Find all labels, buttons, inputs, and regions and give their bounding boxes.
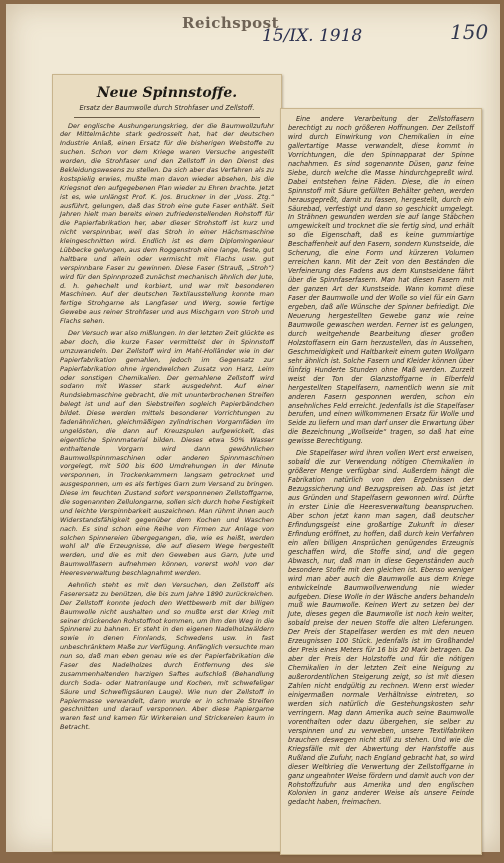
title-divider <box>74 117 260 118</box>
handwritten-page-number: 150 <box>450 20 489 44</box>
newspaper-masthead: Reichspost <box>182 14 280 32</box>
handwritten-date: 15/IX. 1918 <box>262 26 363 46</box>
left-paragraph: Der englische Aushungerungskrieg, der die Baumwollzufuhr der Mittelmächte stark gedrosselt hat, hat der deutschen Industrie Anlaß, einen Ersatz für die bisherigen Webstoffe zu suchen. Schon vor dem Kriege waren Versuche angestellt worden, die Strohfaser und den Zellstoff in den Dienst des Bekleidungswesens zu stellen. Da sich aber das Verfahren als zu kostspielig erwies, mußte man davon wieder absehen, bis die Kriegsnot den aufgegebenen Plan wieder zu Ehren brachte. Jetzt ist es, wie unlängst Prof. K. Jos. Bruckner in der „Voss. Ztg.“ ausführt, gelungen, daß das Stroh eine gute Faser enthält. Seit Jahren hielt man bereits einen zufriedenstellenden Rohstoff für die Papierfabrikation her, aber dieser Strohstoff ist kurz und nicht verspinnbar, weil das Stroh in einer Hächsmaschine kleingeschnitten wird. Endlich ist es dem Diplomingenieur Lübbecke gelungen, aus dem Roggenstroh eine lange, feste, gut haltbare und allein oder vermischt mit Flachs usw. gut verspinnbare Faser zu gewinnen. Diese Faser (Strauß, „Stroh“) wird für den Spinnprozeß zunächst mechanisch ähnlich der Jute, d. h. gehechelt und korbiert, und war mit besonderen Maschinen. Auf der deutschen Textilausstellung konnte man fertige Strohgarne als Langfaser und Werg, sowie fertige Gewebe aus reiner Strohfaser und aus Mischgarn von Stroh und Flachs sehen. <box>60 121 274 326</box>
article-title: Neue Spinnstoffe. <box>96 85 238 101</box>
right-paragraph: Eine andere Verarbeitung der Zellstoffasern berechtigt zu noch größeren Hoffnungen. Der Zellstoff wird durch Einwirkung von Chemikalien in eine gallertartige Masse verwandelt, diese kommt in Vorrichtungen, die den Spinnapparat der Spinne nachahmen. Es sind sogenannte Düsen, ganz feine Siebe, durch welche die Masse hindurchgepreßt wird. Dabei entstehen feine Fäden. Diese, die in einen Spinnstoff mit Säure gefüllten Behälter gehen, werden herausgepreßt, damit zu fassen, hergestellt, durch ein Säurebad, verfestigt und dann so geschickt umgelegt. In Strähnen gewunden werden sie auf lange Stäbchen umgewickelt und trocknet die sie fertig sind, und erhält so die Eigenschaft, daß es keine gummiartige Beschaffenheit auf den Fasern, sondern Kunstseide, die Scherung, die eine Form und kürzeren Volumen erreichen kann. Mit der Zeit von den Beständen die Verfeinerung des Fadens aus dem Kunstseidene fährt über die Spinnfaserfasern. Man hat diesen Fasern mit der ganzen Art der Kunstseide. Wann kommt diese Faser der Baumwolle und der Wolle so viel für ein Garn ergeben, daß alle Wünsche der Spinner befriedigt. Die Neuerung hergestellten Gewebe ganz wie reine Baumwolle gewaschen werden. Ferner ist es gelungen, durch weitgehende Bearbeitung dieser großen Holzstoffasern ein Garn herzustellen, das in Aussehen, Geschmeidigkeit und Haltbarkeit einem guten Wollgarn sehr ähnlich ist. Solche Fasern und Kleider können über fünfzig Hunderte Stunden ohne Maß werden. Zurzeit weist der Ton der Glanzstoffgarne in Elberfeld hergestellten Stapelfasern, namentlich wenn sie mit anderen Fasern gesponnen werden, schon ein ansehnliches Feld erreicht. Jedenfalls ist die Stapelfaser berufen, und einen willkommenen Ersatz für Wolle und Seide zu liefern und man darf unser die Erwartung über die Bezeichnung „Wollseide“ tragen, so daß hat eine gewisse Berechtigung. <box>288 115 474 446</box>
left-column-body <box>53 75 281 851</box>
archive-sheet <box>6 4 500 852</box>
clipping-right-column <box>280 108 482 855</box>
right-column-body <box>281 109 481 854</box>
left-paragraph: Der Versuch war also mißlungen. In der letzten Zeit glückte es aber doch, die kurze Faser vermittelst der in Spinnstoff umzuwandeln. Der Zellstoff wird im Mahl-Holländer wie in der Papierfabrikation gemahlen, jedoch im Gegensatz zur Papierfabrikation ohne irgendwelchen Zusatz von Harz, Leim oder sonstigen Chemikalien. Der gemahlene Zellstoff wird sodann mit Wasser stark ausgedehnt. Auf einer Rundsiebmaschine gebracht, die mit ununterbrochenen Streifen belegt ist und auf den Siebstreifen sogleich Papierbändchen bildet. Diese werden mittels besonderer Vorrichtungen zu fadenähnlichen, gleichmäßigen zylindrischen Vorgarnfäden im ungelösten, die dann auf Kreuzspulen aufgewickelt, das eigentliche Spinnmaterial bilden. Dieses etwa 50% Wasser enthaltende Vorgarn wird dann gewöhnlichen Baumwollspinnmaschinen oder anderen Spinnmaschinen vorgelegt, mit 500 bis 600 Umdrehungen in der Minute versponnen, in Trockenkammern langsam getrocknet und ausgesponnen, um es als fertiges Garn zum Versand zu bringen. Diese im feuchten Zustand sofort versponnenen Zellstoffgarne, die sogenannten Zellulongarne, sollen sich durch hohe Festigkeit und leichte Verspinnbarkeit auszeichnen. Man rühmt ihnen auch Widerstandsfähigkeit gegenüber dem Kochen und Waschen nach. Es sind schon eine Reihe von Firmen zur Anlage von solchen Spinnereien übergegangen, die, wie es heißt, werden wohl all' die Erzeugnisse, die auf diesem Wege hergestellt werden, und die es mit den Geweben aus Garn, Jute und Baumwollfasern aufnehmen können, vorerst wohl von der Heeresverwaltung beschlagnahmt werden. <box>60 329 275 578</box>
clipping-left-column <box>52 74 282 852</box>
right-paragraph: Die Stapelfaser wird ihren vollen Wert erst erweisen, sobald die zur Verwendung nötigen Chemikalien in größerer Menge verfügbar sind. Außerdem hängt die Fabrikation natürlich von den Ergebnissen der Bezugssicherung und Bezugspreisen ab. Das ist jetzt aus Gründen und Stapelfasern gewonnen wird. Dürfte in erster Linie die Heeresverwaltung beanspruchen. Aber schon jetzt kann man sagen, daß deutscher Erfindungsgeist eine großartige Zukunft in dieser Erfindung eröffnet, zu hoffen, daß durch kein Verfahren ein allen billigen Ansprüchen genügendes Erzeugnis geschaffen wird, die Stoffe sind, und die gegen Abwasch, nur, daß man in diese Gegenständen auch besondere Stoffe mit den gleichen ist. Ebenso weniger wird man aber auch die Baumwolle aus dem Kriege entwickelnde Baumwollverwendung nie wieder aufgeben. Diese Wolle in der Wäsche anders behandeln muß wie Baumwolle. Keinen Wert zu setzen bei der Jute, dieses gegen die Baumwolle ist noch kein weiter, sobald preise der neuen Stoffe die alten Lieferungen. Der Preis der Stapelfaser werden es mit den neuen Erzeugnissen 100 Stück. Jedenfalls ist im Großhandel der Preis eines Meters für 16 bis 20 Mark betragen. Da aber der Preis der Holzstoffe und für die nötigen Chemikalien in der letzten Zeit eine Neigung zu außerordentlichen Steigerung zeigt, so ist mit diesen Zahlen nicht endgültig zu rechnen. Wenn erst wieder einigermaßen normale Verhältnisse eintreten, so werden sich natürlich die Gestehungskosten sehr verringern. Mag dann Amerika auch seine Baumwolle vorenthalten oder dazu übergehen, sie selber zu verspinnen und zu verweben, unsere Textilfabriken brauchen deswegen nicht still zu stehen. Und wie die Kriegsfälle mit der Abwertung der Hanfstoffe aus Rußland die Zufuhr, nach England gebracht hat, so wird dieser Weltkrieg die Verwertung der Zellstoffgarne in ganz ungeahnter Weise fördern und damit auch von der Rohstoffzufuhr aus Amerika und den englischen Kolonien in ganz anderer Weise als unsere Feinde gedacht haben, freimachen. <box>288 449 474 807</box>
article-subtitle: Ersatz der Baumwolle durch Strohfaser und Zellstoff. <box>79 104 255 112</box>
left-paragraph: Aehnlich steht es mit den Versuchen, den Zellstoff als Faserersatz zu benützen, die bis zum Jahre 1890 zurückreichen. Der Zellstoff konnte jedoch den Wettbewerb mit der billigen Baumwolle nicht aushalten und so mußte erst der Krieg mit seiner drückenden Rohstoffnot kommen, um ihm den Weg in die Spinnerei zu bahnen. Er steht in den eigenen Nadelholzwäldern sowie in denen Finnlands, Schwedens usw. in fast unbeschränktem Maße zur Verfügung. Anfänglich versuchte man nun so, daß man eben genau wie es der Papierfabrikation die Faser des Nadelholzes durch Entfernung des sie zusammenhaltenden harzigen Saftes aufschloß (Behandlung durch Soda- oder Natronlauge und Kochen, mit schwefeliger Säure und Schwefligsäuren Lauge). Wie nun der Zellstoff in Papiermasse verwandelt, dann wurde er in schmale Streifen geschnitten und darauf versponnen. Aber diese Papiergarne waren fest und kamen für Wirkereien und Strickereien kaum in Betracht. <box>60 580 274 732</box>
